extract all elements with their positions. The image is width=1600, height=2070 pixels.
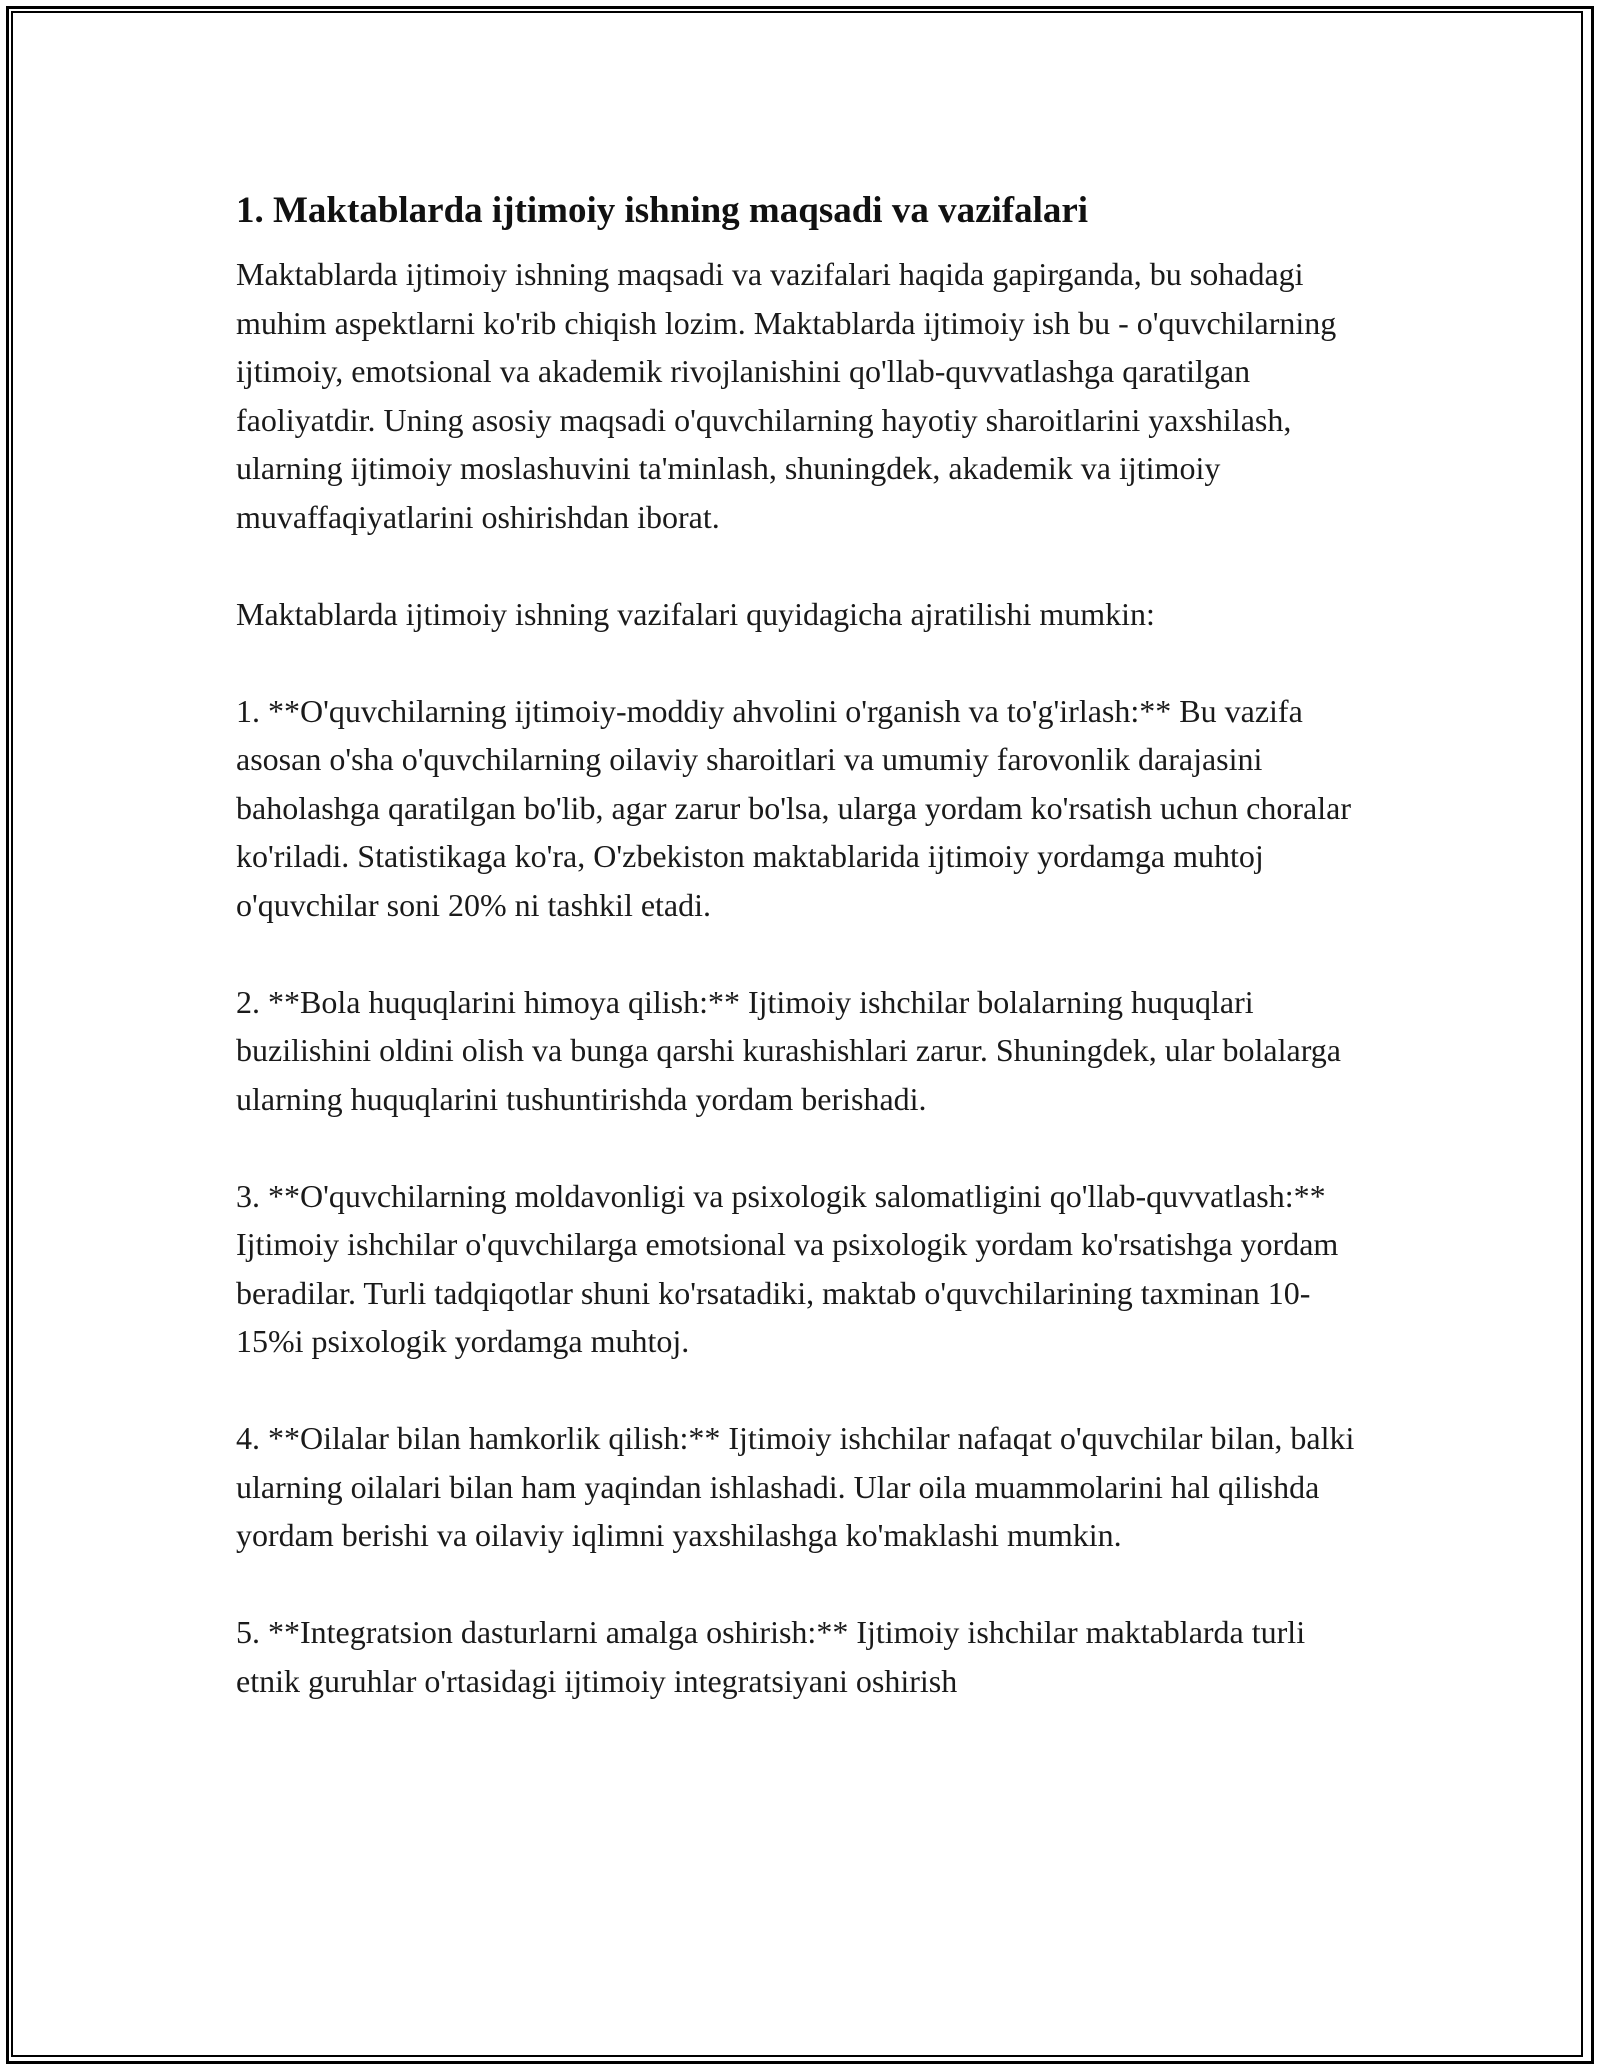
list-item-2: 2. **Bola huquqlarini himoya qilish:** Ijtimoiy ishchilar bolalarning huquqlari buzilishini oldini olish va bunga qarshi kurashishlari zarur. Shuningdek, ular bolalarga ularning huquqlarini tushuntirishda yordam berishadi. — [236, 983, 1341, 1117]
list-item-4: 4. **Oilalar bilan hamkorlik qilish:** Ijtimoiy ishchilar nafaqat o'quvchilar bilan, balki ularning oilalari bilan ham yaqindan ishlashadi. Ular oila muammolarini hal qilishda yordam berishi va oilaviy iqlimni yaxshilashga ko'maklashi mumkin. — [236, 1420, 1355, 1553]
list-item-3: 3. **O'quvchilarning moldavonligi va psixologik salomatligini qo'llab-quvvatlash:** Ijtimoiy ishchilar o'quvchilarga emotsional va psixologik yordam ko'rsatishga yordam beradilar. Turli tadqiqotlar shuni ko'rsatadiki, maktab o'quvchilarining taxminan 10-15%i psixologik yordamga muhtoj. — [236, 1177, 1339, 1359]
section-heading: 1. Maktablarda ijtimoiy ishning maqsadi va vazifalari — [236, 190, 1089, 231]
list-item-1: 1. **O'quvchilarning ijtimoiy-moddiy ahvolini o'rganish va to'g'irlash:** Bu vazifa asosan o'sha o'quvchilarning oilaviy sharoitlari va umumiy farovonlik darajasini baholashga qaratilgan bo'lib, agar zarur bo'lsa, ularga yordam ko'rsatish uchun choralar ko'riladi. Statistikaga ko'ra, O'zbekiston maktablarida ijtimoiy yordamga muhtoj o'quvchilar soni 20% ni tashkil etadi. — [236, 692, 1351, 923]
tasks-intro-paragraph: Maktablarda ijtimoiy ishning vazifalari quyidagicha ajratilishi mumkin: — [236, 595, 1155, 632]
list-item-5: 5. **Integratsion dasturlarni amalga oshirish:** Ijtimoiy ishchilar maktablarda turli etnik guruhlar o'rtasidagi ijtimoiy integratsiyani oshirish — [236, 1614, 1306, 1699]
document-page — [236, 186, 1366, 1754]
intro-paragraph: Maktablarda ijtimoiy ishning maqsadi va vazifalari haqida gapirganda, bu sohadagi muhim aspektlarni ko'rib chiqish lozim. Maktablarda ijtimoiy ish bu - o'quvchilarning ijtimoiy, emotsional va akademik rivojlanishini qo'llab-quvvatlashga qaratilgan faoliyatdir. Uning asosiy maqsadi o'quvchilarning hayotiy sharoitlarini yaxshilash, ularning ijtimoiy moslashuvini ta'minlash, shuningdek, akademik va ijtimoiy muvaffaqiyatlarini oshirishdan iborat. — [236, 256, 1337, 535]
